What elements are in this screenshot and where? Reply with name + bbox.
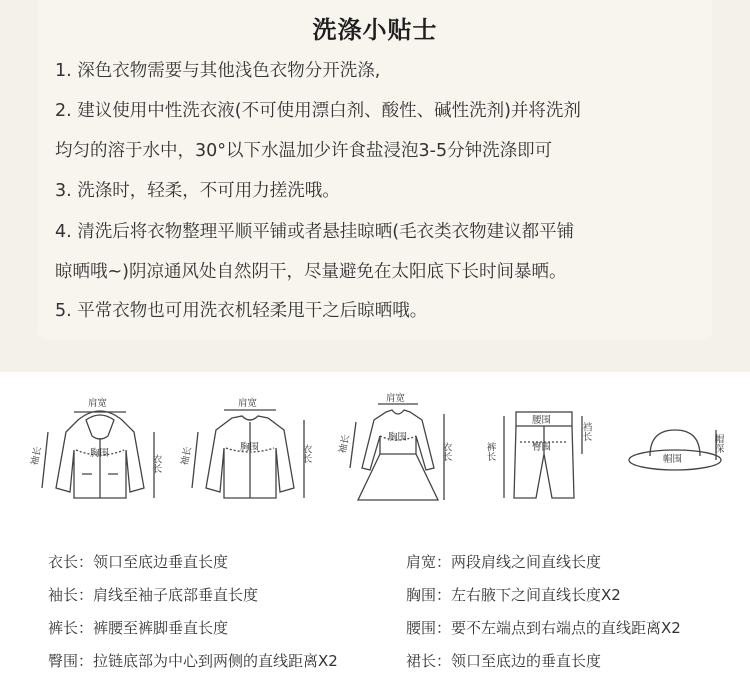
tip-line-4-continued: 晾晒哦~)阴凉通风处自然阴干，尽量避免在太阳底下长时间暴晒。 [55, 262, 567, 282]
hoodie-diagram [30, 392, 170, 512]
definition-shoulder: 肩宽：两段肩线之间直线长度 [406, 553, 602, 571]
tips-card [38, 0, 712, 340]
definition-pants-length: 裤长：裤腰至裤脚垂直长度 [48, 619, 229, 637]
hoodie-sleeve-label: 袖长 [29, 445, 45, 467]
tip-line-2: 2. 建议使用中性洗衣液(不可使用漂白剂、酸性、碱性洗剂)并将洗剂 [55, 101, 581, 121]
dress-shoulder-label: 肩宽 [386, 393, 406, 404]
jacket-diagram [180, 392, 320, 512]
hoodie-chest-label: 胸围 [90, 448, 110, 459]
hat-circumference-label: 帽围 [663, 454, 683, 465]
definition-chest: 胸围：左右腋下之间直线长度X2 [406, 586, 621, 604]
hoodie-shoulder-label: 肩宽 [88, 398, 108, 409]
tip-line-4: 4. 清洗后将衣物整理平顺平铺或者悬挂晾晒(毛衣类衣物建议都平铺 [55, 222, 575, 242]
pants-inseam-label: 裆长 [580, 422, 592, 441]
definition-hip: 臀围：拉链底部为中心到两侧的直线距离X2 [48, 652, 338, 670]
hat-diagram [620, 418, 730, 488]
tips-title: 洗涤小贴士 [312, 16, 438, 44]
hoodie-length-label: 衣长 [150, 454, 162, 473]
dress-sleeve-label: 袖长 [337, 433, 353, 455]
pants-hip-label: 臀围 [532, 442, 552, 453]
pants-diagram [486, 400, 606, 510]
pants-length-label: 裤长 [484, 442, 496, 461]
definition-skirt-length: 裙长：领口至底边的垂直长度 [406, 652, 602, 670]
jacket-sleeve-label: 袖长 [179, 445, 195, 467]
hat-depth-label: 帽深 [712, 434, 724, 453]
dress-length-label: 衣长 [440, 442, 452, 461]
tip-line-5: 5. 平常衣物也可用洗衣机轻柔甩干之后晾晒哦。 [55, 301, 428, 321]
tip-line-2-continued: 均匀的溶于水中，30°以下水温加少许食盐浸泡3-5分钟洗涤即可 [55, 141, 553, 161]
definition-waist: 腰围：要不左端点到右端点的直线距离X2 [406, 619, 681, 637]
jacket-chest-label: 胸围 [240, 442, 260, 453]
jacket-shoulder-label: 肩宽 [238, 398, 258, 409]
jacket-length-label: 衣长 [300, 444, 312, 463]
dress-diagram [337, 392, 460, 512]
dress-chest-label: 胸围 [388, 432, 408, 443]
tip-line-3: 3. 洗涤时，轻柔，不可用力搓洗哦。 [55, 181, 340, 201]
definition-sleeve: 袖长：肩线至袖子底部垂直长度 [48, 586, 259, 604]
definition-length: 衣长：领口至底边垂直长度 [48, 553, 229, 571]
tip-line-1: 1. 深色衣物需要与其他浅色衣物分开洗涤, [55, 61, 381, 81]
pants-waist-label: 腰围 [532, 415, 552, 426]
